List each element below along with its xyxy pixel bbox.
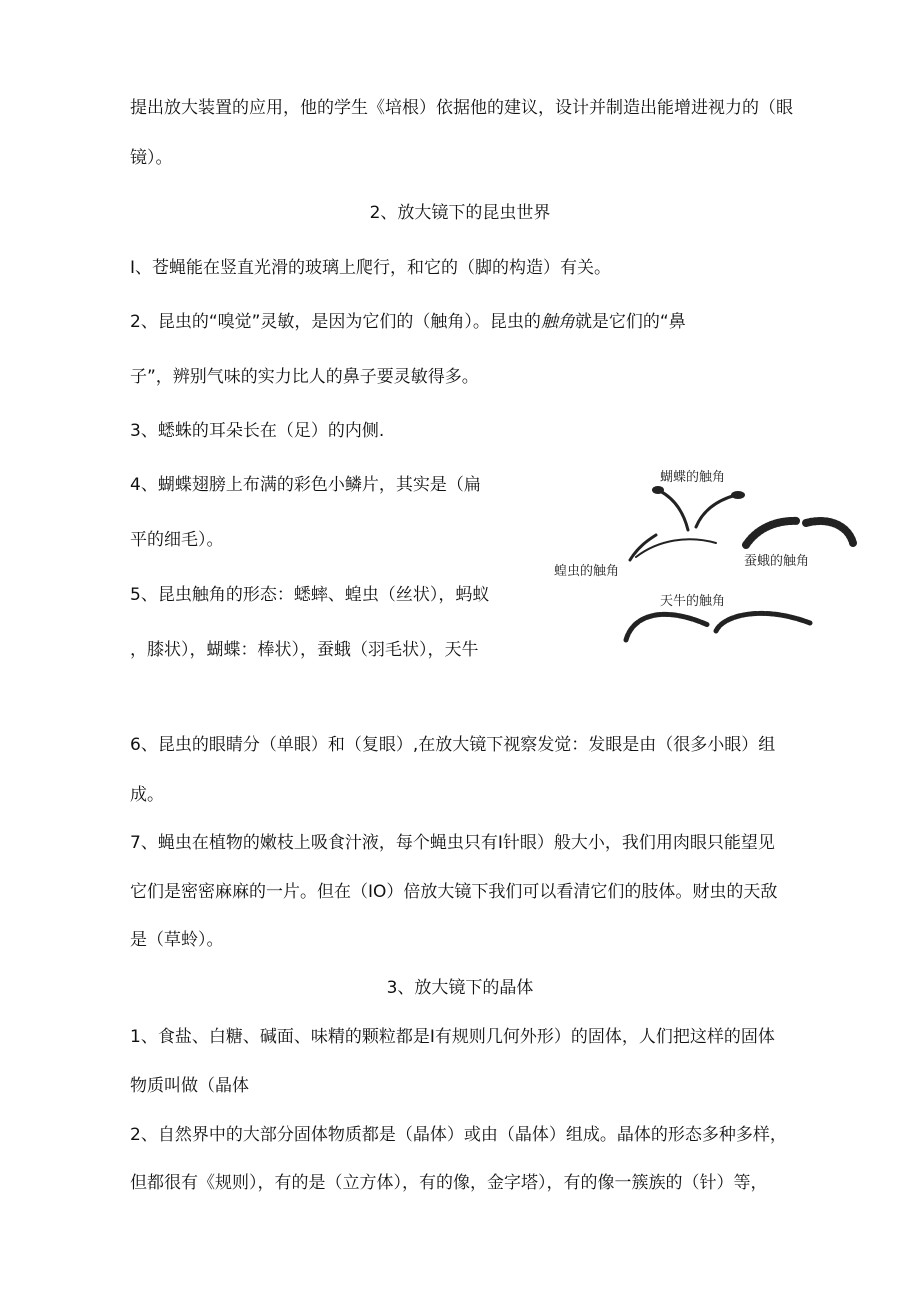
- section-2-item-3: 3、蟋蛛的耳朵长在（足）的内侧.: [130, 421, 385, 441]
- section-2-item-2-line-1: [130, 311, 686, 333]
- silkmoth-antenna-shape: [746, 521, 853, 545]
- section-3-item-2-line-2: 但都很有《规则），有的是（立方体），有的像，金字塔），有的像一簇族的（针）等，: [130, 1173, 768, 1193]
- section-2-item-4-line-2: 平的细毛）。: [130, 530, 224, 550]
- section-3-heading: 3、放大镜下的晶体: [386, 978, 534, 998]
- section-2-item-7-line-3: 是（草蛉）。: [130, 930, 224, 950]
- label-silkmoth-antenna: 蚕蛾的触角: [744, 554, 810, 569]
- section-2-item-6-line-2: 成。: [130, 785, 164, 805]
- item-2-text-c: 就是它们的“鼻: [574, 312, 686, 332]
- section-2-item-4-line-1: 4、蝴蝶翅膀上布满的彩色小鳞片，其实是（扁: [130, 475, 481, 495]
- section-3-item-2-line-1: 2、自然界中的大部分固体物质都是（晶体）或由（晶体）组成。晶体的形态多种多样，: [130, 1125, 787, 1145]
- section-3-item-1-line-1: 1、食盐、白糖、碱面、味精的颗粒都是I有规则几何外形）的固体，人们把这样的固体: [130, 1027, 775, 1047]
- section-2-item-2-line-2: 子”，辨别气味的实力比人的鼻子要灵敏得多。: [130, 367, 479, 387]
- intro-line-2: 镜）。: [130, 148, 173, 168]
- section-2-item-6-line-1: 6、昆虫的眼睛分（单眼）和（复眼）,在放大镜下视察发觉：发眼是由（很多小眼）组: [130, 735, 776, 755]
- locust-antenna-shape: [630, 535, 716, 560]
- item-2-text-a: 2、昆虫的“嗅觉”灵敏，是因为它们的（触角）。昆虫的: [130, 312, 541, 332]
- section-3-item-1-line-2: 物质叫做（晶体: [130, 1076, 249, 1096]
- label-locust-antenna: 蝗虫的触角: [554, 564, 620, 579]
- label-butterfly-antenna: 蝴蝶的触角: [660, 470, 726, 485]
- section-2-item-5-line-2: ，膝状），蝴蝶：棒状），蚕蛾（羽毛状），天牛: [130, 640, 479, 660]
- section-2-item-7-line-1: 7、蝇虫在植物的嫩枝上吸食汁液，每个蝇虫只有I针眼）般大小，我们用肉眼只能望见: [130, 833, 775, 853]
- item-2-italic-antenna: 触角: [540, 312, 575, 332]
- intro-line-1: 提出放大装置的应用，他的学生《培根）依据他的建议，设计并制造出能增进视力的（眼: [130, 98, 793, 118]
- section-2-item-5-line-1: 5、昆虫触角的形态：蟋蟀、蝗虫（丝状），蚂蚁: [130, 585, 490, 605]
- section-2-heading: 2、放大镜下的昆虫世界: [369, 203, 551, 223]
- section-2-item-7-line-2: 它们是密密麻麻的一片。但在（IO）倍放大镜下我们可以看清它们的肢体。财虫的天敌: [130, 882, 778, 902]
- butterfly-antenna-shape: [652, 486, 745, 530]
- label-longhorn-antenna: 天牛的触角: [660, 594, 726, 609]
- section-2-item-1: I、苍蝇能在竖直光滑的玻璃上爬行，和它的（脚的构造）有关。: [130, 258, 612, 278]
- antenna-illustration: [548, 455, 868, 670]
- longhorn-antenna-shape: [626, 613, 810, 640]
- antenna-drawing: [548, 455, 868, 670]
